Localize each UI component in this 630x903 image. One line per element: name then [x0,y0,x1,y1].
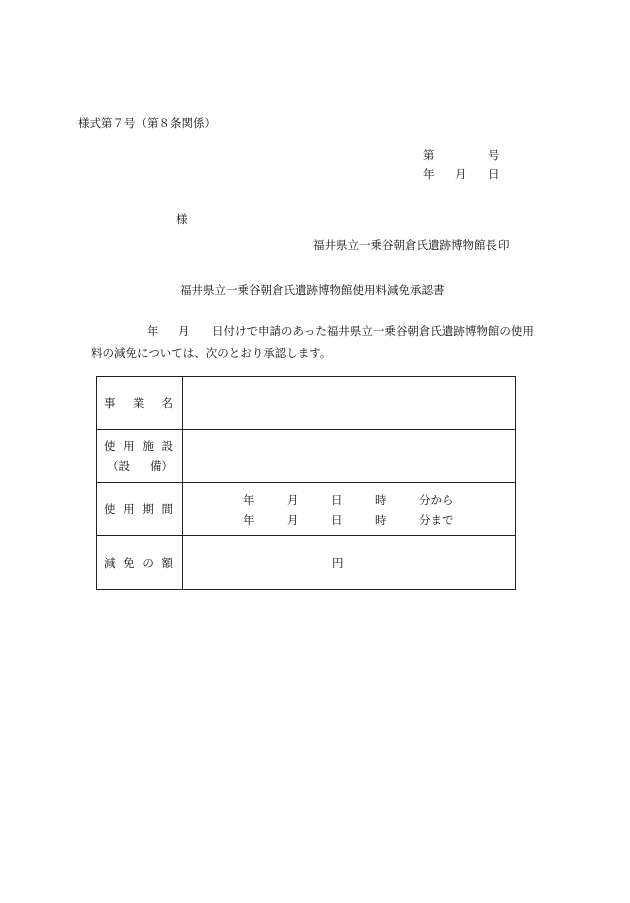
label-char: 名 [161,396,173,410]
label-char: 額 [161,555,173,570]
business-name-field[interactable] [183,377,516,430]
body-line2: 料の減免については、次のとおり承認します。 [91,346,332,360]
label-char: 設 [161,439,173,453]
form-number: 様式第７号（第８条関係） [78,116,216,130]
document-title: 福井県立一乗谷朝倉氏遺跡博物館使用料減免承認書 [180,283,445,297]
period-day: 日 [331,493,343,507]
body-year: 年 [147,324,159,338]
period-year: 年 [243,493,255,507]
label-char: 使 [104,439,116,453]
period-day: 日 [331,513,343,527]
label-char: 事 [104,396,116,410]
period-from-line [183,492,515,506]
period-minute-from: 分から [419,493,454,507]
label-sub-char: （設 [107,459,130,473]
date-month: 月 [455,167,467,181]
row-facility [97,430,516,483]
document-number-suffix: 号 [488,148,500,162]
facility-field[interactable] [183,430,516,483]
period-hour: 時 [375,493,387,507]
label-reduction-amount [97,536,183,590]
row-business-name [97,377,516,430]
addressee-honorific: 様 [176,212,188,226]
period-year: 年 [243,513,255,527]
label-char: 間 [161,502,173,516]
period-month: 月 [287,513,299,527]
period-hour: 時 [375,513,387,527]
row-period [97,483,516,536]
period-field[interactable] [183,483,516,536]
label-char: 用 [123,502,135,516]
label-char: 使 [104,502,116,516]
document-number-prefix: 第 [423,148,435,162]
label-char: 減 [104,555,116,570]
label-char: の [142,555,154,570]
approval-table [96,376,516,590]
period-to-line [183,512,515,526]
body-month: 月 [178,324,190,338]
date-day: 日 [488,167,500,181]
row-reduction-amount [97,536,516,590]
label-char: 免 [123,555,135,570]
reduction-amount-field[interactable] [183,536,516,590]
period-minute-to: 分まで [419,513,454,527]
issuer-name: 福井県立一乗谷朝倉氏遺跡博物館長 [313,238,497,252]
period-month: 月 [287,493,299,507]
label-char: 用 [123,439,135,453]
label-business-name [97,377,183,430]
label-sub-char: 備） [150,459,173,473]
label-period [97,483,183,536]
label-char: 業 [132,396,145,410]
yen-unit: 円 [332,556,344,570]
label-char: 期 [142,502,154,516]
label-facility [97,430,183,483]
date-year: 年 [423,167,435,181]
label-char: 施 [142,439,154,453]
body-line1: 日付けで申請のあった福井県立一乗谷朝倉氏遺跡博物館の使用 [212,324,534,338]
issuer-seal: 印 [498,238,510,252]
